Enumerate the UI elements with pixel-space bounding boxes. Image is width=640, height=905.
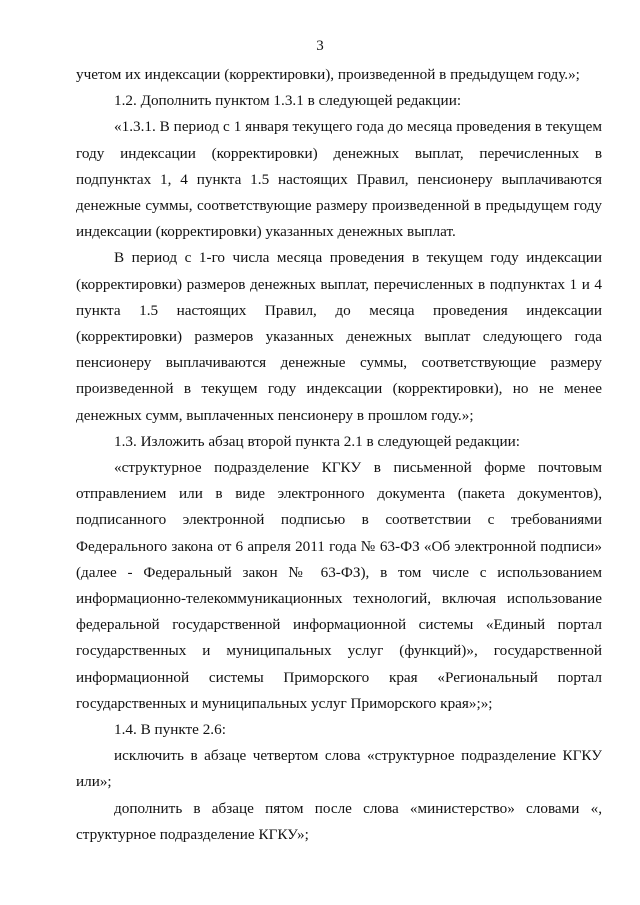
paragraph-continuation: учетом их индексации (корректировки), произведенной в предыдущем году.»; [76, 66, 580, 83]
paragraph-1-3: 1.3. Изложить абзац второй пункта 2.1 в следующей редакции: [114, 432, 520, 450]
paragraph-1-2: 1.2. Дополнить пунктом 1.3.1 в следующей редакции: [114, 92, 462, 110]
paragraph-period: В период с 1-го числа месяца проведения в текущем году индексации (корректировки) размеров денежных выплат, перечисленных в подпунктах 1 и 4 пункта 1.5 настоящих Правил, до месяца проведения индексации (корректировки) размеров указанных денежных выплат следующего года пенсионеру выплачиваются денежные суммы, соответствующие размеру произведенной в текущем году индексации (корректировки), но не менее денежных сумм, выплаченных пенсионеру в прошлом году.»; [76, 249, 602, 424]
paragraph-1-4: 1.4. В пункте 2.6: [114, 721, 226, 739]
page-number: 3 [316, 38, 324, 54]
paragraph-supplement: дополнить в абзаце пятом после слова «министерство» словами «, структурное подразделение КГКУ»; [76, 799, 602, 843]
paragraph-structural-unit: «структурное подразделение КГКУ в письменной форме почтовым отправлением или в виде электронного документа (пакета документов), подписанного электронной подписью в соответствии с требованиями Федерального закона от 6 апреля 2011 года № 63-ФЗ «Об электронной подписи» (далее - Федеральный закон № 63-ФЗ), в том числе с использованием информационно-телекоммуникационных технологий, включая использование федеральной государственной информационной системы «Единый портал государственных и муниципальных услуг (функций)», государственной информационной системы Приморского края «Региональный портал государственных и муниципальных услуг Приморского края»;»; [76, 459, 602, 712]
paragraph-exclude: исключить в абзаце четвертом слова «структурное подразделение КГКУ или»; [76, 747, 602, 791]
paragraph-1-3-1: «1.3.1. В период с 1 января текущего года до месяца проведения в текущем году индексации (корректировки) денежных выплат, перечисленных в подпунктах 1, 4 пункта 1.5 настоящих Правил, пенсионеру выплачиваются денежные суммы, соответствующие размеру произведенной в предыдущем году индексации (корректировки) указанных денежных выплат. [76, 118, 602, 241]
document-body [76, 62, 602, 848]
